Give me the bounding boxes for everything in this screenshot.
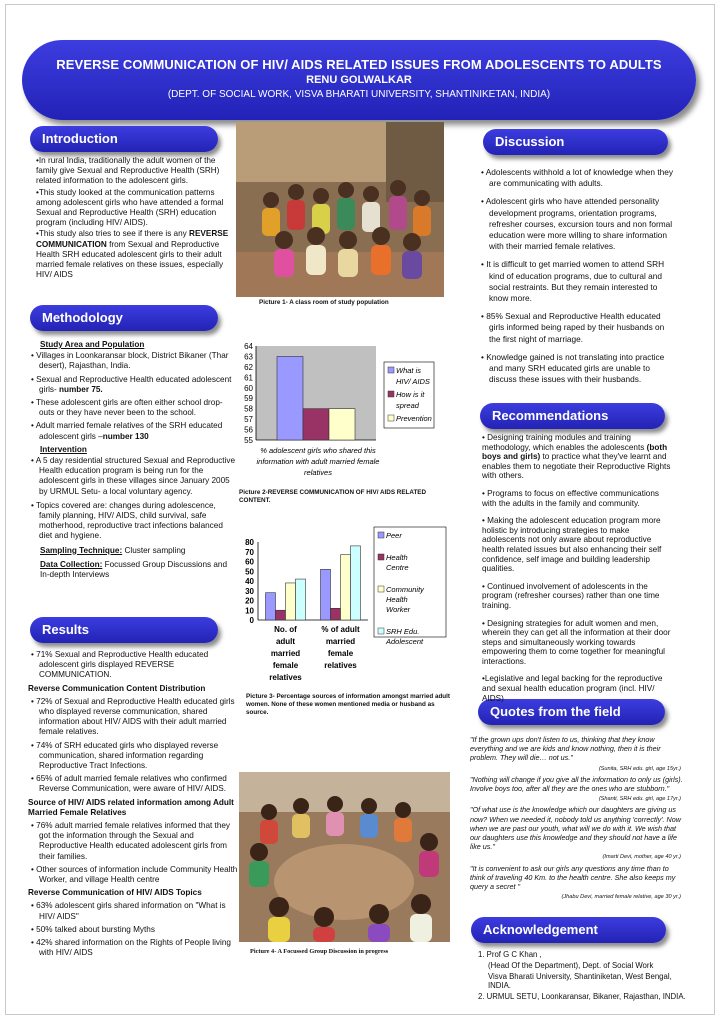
chart-2-legend-box: [374, 527, 446, 637]
quotes-heading: Quotes from the field: [478, 699, 665, 725]
chart-1-y-tick-3: 58: [244, 404, 253, 414]
chart-2-legend-label-2-2: Worker: [386, 605, 411, 614]
chart-2-category-label-1-1: married: [325, 637, 356, 646]
discussion-point-3: • It is difficult to get married women to attend SRH kind of education programs, due to cultural and social restraints. But they remain interested to know more.: [478, 259, 678, 304]
chart-2-category-label-1-3: relatives: [324, 661, 357, 670]
ack-line-2: (Head Of the Department), Dept. of Social Work: [488, 960, 654, 970]
recommendation-5: • Designing strategies for adult women and men, wherein they can get all the information at their door steps and simultaneously working towards empowering them to come together for meaningful interactions.: [482, 618, 671, 666]
distribution-heading: Reverse Communication Content Distribution: [28, 683, 206, 693]
results-text: [28, 650, 240, 961]
chart-2-category-label-0-1: adult: [275, 637, 296, 646]
chart-2-y-tick-3: 30: [245, 586, 254, 596]
result-point-8: • 50% talked about bursting Myths: [28, 925, 240, 935]
chart-2-y-tick-0: 0: [249, 616, 254, 625]
chart-2-bar-1-1: [331, 608, 341, 620]
chart-1-legend-label-0-0: What is: [396, 366, 422, 375]
method-point-3: • These adolescent girls are often either school drop-outs or they have never been to the school.: [28, 398, 238, 418]
chart-2-category-label-0-3: female: [272, 661, 299, 670]
acknowledgement-text: [478, 950, 693, 1003]
discussion-point-2: • Adolescent girls who have attended personality development programs, orientation programs, refresher courses, excursion tours and non formal education were more willing to share information with their married female relatives.: [478, 196, 678, 252]
methodology-heading: Methodology: [30, 305, 218, 331]
chart-2-legend-label-3-0: SRH Edu.: [386, 627, 420, 636]
picture-4-caption: Picture 4- A Focussed Group Discussion in progress: [250, 948, 389, 955]
chart-2-legend-label-1-1: Centre: [386, 563, 409, 572]
chart-1-y-tick-4: 59: [244, 394, 253, 404]
recommendations-heading: Recommendations: [480, 403, 665, 429]
study-area-heading: Study Area and Population: [40, 340, 145, 349]
chart-2-category-label-1-0: % of adult: [321, 625, 360, 634]
chart-1-legend-label-0-1: HIV/ AIDS: [396, 377, 430, 386]
discussion-point-4: • 85% Sexual and Reproductive Health educated girls informed being raped by their husbands on the first night of marriage.: [478, 311, 678, 345]
quote-4: "It is convenient to ask our girls any questions any time than to think of traveling 40 Km. to the health centre. She also keeps my query a secret ": [470, 863, 676, 892]
group-discussion-photo: [239, 772, 450, 942]
quote-3-attribution: (Imarti Devi, mother, age 40 yr.): [602, 854, 681, 861]
chart-2-bar-0-1: [276, 610, 286, 620]
intro-point-3: •This study also tries to see if there is any REVERSE COMMUNICATION from Sexual and Reproductive Health SRH educated adolescent girls to their adult married female relatives on these issues, especially HIV/ AIDS: [36, 229, 229, 280]
chart-2-legend-label-0-0: Peer: [386, 531, 402, 540]
chart-2-category-label-0-4: relatives: [269, 673, 302, 682]
chart-1: [236, 340, 436, 485]
topics-heading: Reverse Communication of HIV/ AIDS Topics: [28, 888, 202, 898]
ack-line-1: 1. Prof G C Khan ,: [478, 950, 542, 959]
chart-2-bar-1-2: [341, 555, 351, 620]
chart-1-category-label-1: information with adult married female: [256, 457, 380, 466]
chart-1-legend-label-1-1: spread: [396, 401, 419, 410]
method-point-5: • A 5 day residential structured Sexual and Reproductive Health education program is being run for the adolescent girls in these villages since January 2005 by URMUL Setu- a local voluntary agency.: [28, 456, 238, 497]
method-point-1: • Villages in Loonkaransar block, District Bikaner (Thar desert), Rajasthan, India.: [28, 351, 238, 371]
result-point-5: • 76% adult married female relatives informed that they got the information through the Sexual and Reproductive Health educated adolescent girls from their families.: [28, 821, 240, 862]
chart-2-legend-label-2-0: Community: [386, 585, 424, 594]
acknowledgement-heading: Acknowledgement: [471, 917, 666, 943]
chart-1-legend-swatch-0: [388, 367, 394, 373]
chart-2-legend-swatch-2: [378, 586, 384, 592]
methodology-text: [28, 340, 238, 581]
discussion-heading: Discussion: [483, 129, 668, 155]
method-point-4: • Adult married female relatives of the SRH educated adolescent girls –number 130: [28, 421, 238, 441]
chart-2-y-tick-4: 40: [245, 577, 254, 586]
intervention-heading: Intervention: [40, 444, 87, 454]
recommendations-text: [482, 433, 674, 704]
chart-1-legend-swatch-1: [388, 391, 394, 397]
chart-1-bar-0: [277, 356, 303, 440]
poster-title: REVERSE COMMUNICATION OF HIV/ AIDS RELATED ISSUES FROM ADOLESCENTS TO ADULTS: [56, 57, 662, 72]
result-point-2: • 72% of Sexual and Reproductive Health educated girls who displayed reverse communication, shared information about HIV/ AIDS with their adult married female relatives.: [28, 697, 240, 738]
recommendation-4: • Continued involvement of adolescents in the program (refresher courses) rather than one time training.: [482, 581, 660, 610]
data-collection: Data Collection: Focussed Group Discussions and In-depth Interviews: [40, 559, 228, 580]
chart-1-y-tick-9: 64: [244, 342, 253, 351]
ack-line-4: 2. URMUL SETU, Loonkaransar, Bikaner, Rajasthan, INDIA.: [478, 992, 686, 1002]
poster-affiliation: (DEPT. OF SOCIAL WORK, VISVA BHARATI UNIVERSITY, SHANTINIKETAN, INDIA): [167, 89, 551, 100]
chart-1-category-label-2: relatives: [304, 468, 332, 477]
classroom-photo: [236, 122, 444, 297]
quote-2-attribution: (Shanti, SRH edu. girl, age 17yr.): [598, 796, 681, 803]
quote-3: "Of what use is the knowledge which our daughters are giving us now? When we needed it, nobody told us anything 'correctly'. Now when we are past our youth, what will we do with it. We wish that our daughters use this knowledge and they should not have a life like us.": [470, 805, 681, 852]
result-point-3: • 74% of SRH educated girls who displayed reverse communication, shared information regarding Reproductive Tract Infections.: [28, 741, 240, 772]
quotes-text: [470, 735, 685, 903]
chart-2-y-tick-6: 60: [245, 557, 254, 567]
chart-2-legend-swatch-0: [378, 532, 384, 538]
recommendation-6: •Legislative and legal backing for the reproductive and sexual health education program (incl. HIV/ AIDS): [482, 674, 663, 703]
chart-1-y-tick-1: 56: [244, 425, 253, 435]
chart-1-category-label-0: % adolescent girls who shared this: [260, 446, 376, 455]
introduction-heading: Introduction: [30, 126, 218, 152]
recommendation-1: • Designing training modules and training methodology, which enables the adolescents (both boys and girls) to practice what they've learnt and enables them to negotiate their Reproductive Rights with others.: [482, 433, 671, 481]
poster-author: RENU GOLWALKAR: [306, 74, 412, 86]
chart-2-category-label-0-0: No. of: [274, 625, 297, 634]
chart-2: [236, 525, 446, 682]
chart-2-y-tick-8: 80: [245, 538, 254, 547]
picture-1-caption: Picture 1- A class room of study population: [259, 299, 389, 306]
discussion-point-1: • Adolescents withhold a lot of knowledge when they are communicating with adults.: [478, 167, 678, 189]
chart-2-bar-0-0: [266, 593, 276, 620]
chart-2-bar-0-3: [296, 579, 306, 620]
intro-point-2: •This study looked at the communication patterns among adolescent girls who have attended a formal Sexual and Reproductive Health (SRH) education program (including HIV/ AIDS).: [36, 187, 224, 228]
chart-1-legend-label-1-0: How is it: [396, 390, 425, 399]
quote-4-attribution: (Jhabu Devi, married female relative, age 30 yr.): [561, 894, 681, 901]
result-point-6: • Other sources of information include Community Health Worker, and village Health centre: [28, 865, 240, 885]
chart-2-y-tick-7: 70: [245, 547, 254, 557]
recommendation-3: • Making the adolescent education program more holistic by introducing strategies to make adolescents not only aware about reproductive health related issues but also enhancing their self confidence, self image and building leadership qualities.: [482, 516, 662, 574]
chart-1-y-tick-0: 55: [244, 436, 253, 445]
chart-2-category-label-0-2: married: [270, 649, 301, 658]
quote-1-attribution: (Sunita, SRH edu. girl, age 15yr.): [598, 765, 681, 772]
result-point-9: • 42% shared information on the Rights of People living with HIV/ AIDS: [28, 938, 240, 958]
chart-2-y-tick-2: 20: [245, 596, 254, 606]
chart-1-y-tick-8: 63: [244, 352, 253, 362]
chart-2-bar-0-2: [286, 583, 296, 620]
chart-1-y-tick-7: 62: [244, 362, 253, 372]
result-point-4: • 65% of adult married female relatives who confirmed Reverse Communication, were aware of HIV/ AIDS.: [28, 774, 240, 794]
recommendation-2: • Programs to focus on effective communications with the adults in the family and community.: [482, 488, 660, 508]
discussion-text: [478, 167, 678, 388]
method-point-2: • Sexual and Reproductive Health educated adolescent girls- number 75.: [28, 375, 238, 395]
chart-1-legend-swatch-2: [388, 415, 394, 421]
quote-1: "If the grown ups don't listen to us, thinking that they know everything and we are kids and know nothing, then it is their problem. They will die… not us.": [470, 735, 661, 763]
result-point-7: • 63% adolescent girls shared information on "What is HIV/ AIDS": [28, 901, 240, 921]
results-heading: Results: [30, 617, 218, 643]
chart-2-y-tick-1: 10: [245, 606, 254, 616]
chart-1-bar-2: [329, 409, 355, 440]
chart-2-legend-label-3-1: Adolescent: [386, 637, 424, 646]
chart-1-legend-label-2-0: Prevention: [396, 414, 432, 423]
source-heading: Source of HIV/ AIDS related information among Adult Married Female Relatives: [28, 797, 234, 817]
poster-header: [22, 40, 696, 120]
chart-1-y-tick-2: 57: [244, 415, 253, 425]
chart-2-category-label-1-2: female: [327, 649, 354, 658]
introduction-text: [36, 156, 236, 281]
chart-2-y-tick-5: 50: [245, 567, 254, 577]
chart-1-y-tick-6: 61: [244, 373, 253, 383]
intro-point-1: •In rural India, traditionally the adult women of the family give Sexual and Reproductive Health (SRH) related information to the adolescent girls.: [36, 156, 220, 186]
quote-2: "Nothing will change if you give all the information to only us (girls). Involve boys too, after all they are the ones who are stubborn.": [470, 774, 683, 794]
result-point-1: • 71% Sexual and Reproductive Health educated adolescent girls displayed REVERSE COMMUNICATION.: [28, 650, 240, 681]
method-point-6: • Topics covered are: changes during adolescence, family planning, HIV/ AIDS, child survival, safe motherhood, reproductive tract infections balanced diet and hygiene.: [28, 501, 238, 542]
chart-2-bar-1-3: [351, 546, 361, 620]
chart-2-legend-swatch-1: [378, 554, 384, 560]
discussion-point-5: • Knowledge gained is not translating into practice and many SRH educated girls are unable to discuss these issues with their husbands.: [478, 352, 678, 386]
ack-line-3: Visva Bharati University, Shantiniketan, West Bengal, INDIA.: [488, 971, 672, 991]
picture-2-caption: Picture 2-REVERSE COMMUNICATION OF HIV/ AIDS RELATED CONTENT.: [239, 489, 427, 504]
chart-2-bar-1-0: [321, 569, 331, 620]
chart-2-legend-label-2-1: Health: [386, 595, 408, 604]
chart-1-y-tick-5: 60: [244, 383, 253, 393]
picture-3-caption: Picture 3- Percentage sources of information amongst married adult women. None of these women mentioned media or husband as source.: [246, 693, 450, 716]
chart-1-bar-1: [303, 409, 329, 440]
sampling-technique: Sampling Technique: Cluster sampling: [40, 545, 186, 555]
chart-2-legend-swatch-3: [378, 628, 384, 634]
chart-2-legend-label-1-0: Health: [386, 553, 408, 562]
